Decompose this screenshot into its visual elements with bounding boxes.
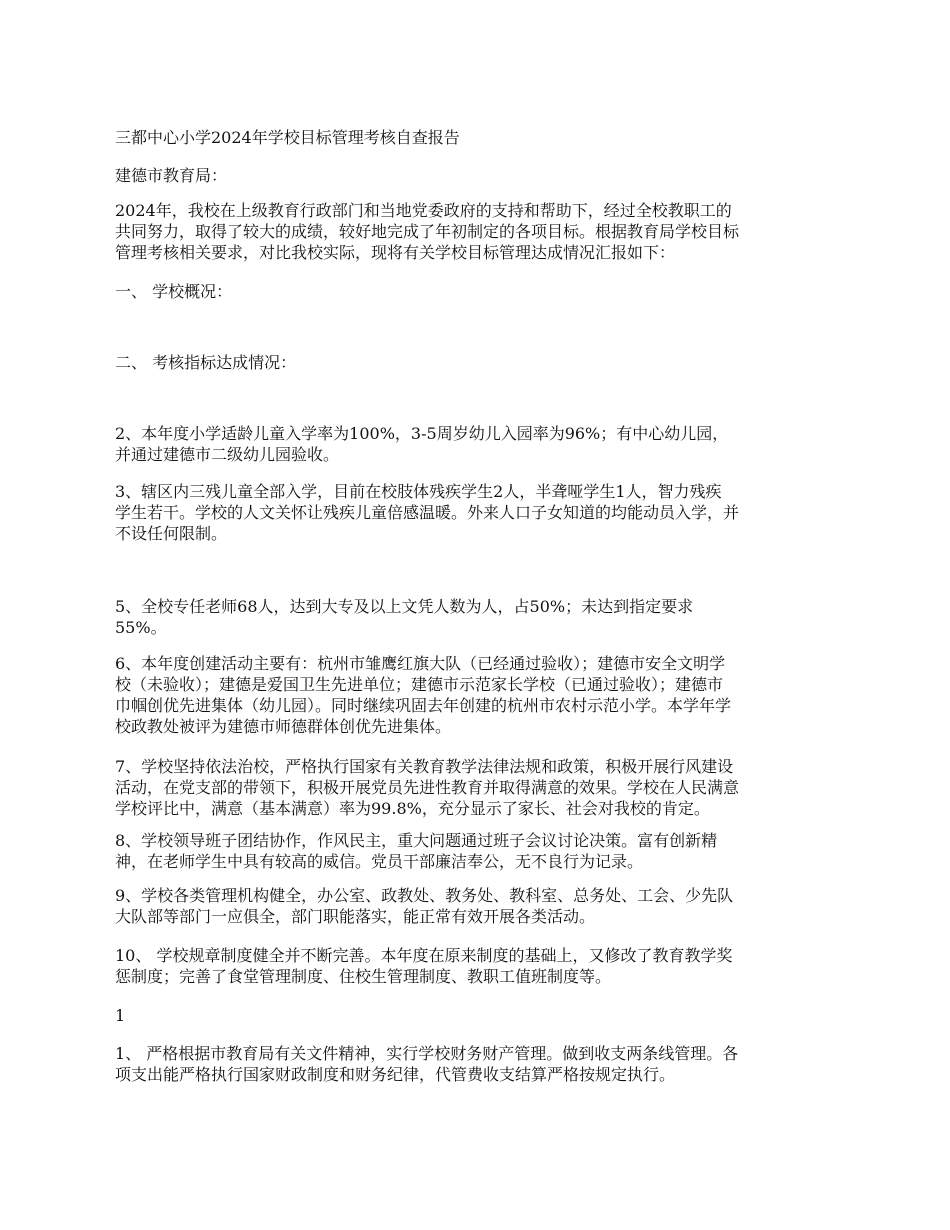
paragraph-line: 不设任何限制。 [115,524,228,543]
paragraph-line: 10、 学校规章制度健全并不断完善。本年度在原来制度的基础上，又修改了教育教学奖 [115,946,733,965]
paragraph-line: 神，在老师学生中具有较高的威信。党员干部廉洁奉公，无不良行为记录。 [115,852,644,871]
paragraph-line: 8、学校领导班子团结协作，作风民主，重大问题通过班子会议讨论决策。富有创新精 [115,831,718,850]
paragraph-line: 校政教处被评为建德市师德群体创优先进集体。 [115,717,452,736]
item-2-paragraph [115,423,845,465]
paragraph-line: 并通过建德市二级幼儿园验收。 [115,445,340,464]
item-9-paragraph [115,885,845,927]
recipient-line [115,165,845,186]
recipient-text: 建德市教育局： [115,166,228,185]
paragraph-line: 3、辖区内三残儿童全部入学，目前在校肢体残疾学生2人，半聋哑学生1人，智力残疾 [115,482,722,501]
section-heading-indicators [115,352,845,373]
document-title [115,127,845,148]
title-line: 三都中心小学2024年学校目标管理考核自查报告 [115,128,460,147]
paragraph-line: 共同努力，取得了较大的成绩，较好地完成了年初制定的各项目标。根据教育局学校目标 [115,222,740,241]
document-page [115,0,845,1230]
paragraph-line: 学生若干。学校的人文关怀让残疾儿童倍感温暖。外来人口子女知道的均能动员入学，并 [115,503,740,522]
paragraph-line: 项支出能严格执行国家财政制度和财务纪律，代管费收支结算严格按规定执行。 [115,1065,676,1084]
item-8-paragraph [115,830,845,872]
paragraph-line: 2、本年度小学适龄儿童入学率为100%，3-5周岁幼儿入园率为96%；有中心幼儿园， [115,424,729,443]
section-heading-overview [115,281,845,302]
paragraph-line: 7、学校坚持依法治校，严格执行国家有关教育教学法律法规和政策，积极开展行风建设 [115,757,734,776]
item-10-paragraph [115,945,845,987]
intro-paragraph [115,200,845,263]
item-5-paragraph [115,596,845,638]
paragraph-line: 管理考核相关要求，对比我校实际，现将有关学校目标管理达成情况汇报如下： [115,243,676,262]
paragraph-line: 大队部等部门一应俱全，部门职能落实，能正常有效开展各类活动。 [115,907,596,926]
paragraph-line: 惩制度；完善了食堂管理制度、住校生管理制度、教职工值班制度等。 [115,967,612,986]
item-6-paragraph [115,653,845,737]
paragraph-line: 学校评比中，满意（基本满意）率为99.8%，充分显示了家长、社会对我校的肯定。 [115,799,710,818]
paragraph-line: 巾帼创优先进集体（幼儿园）。同时继续巩固去年创建的杭州市农村示范小学。本学年学 [115,696,732,715]
paragraph-line: 1、 严格根据市教育局有关文件精神，实行学校财务财产管理。做到收支两条线管理。各 [115,1044,739,1063]
paragraph-line: 9、学校各类管理机构健全，办公室、政教处、教务处、教科室、总务处、工会、少先队 [115,886,734,905]
heading-line: 一、 学校概况： [115,282,233,301]
page-number [115,1005,845,1026]
paragraph-line: 校（未验收）；建德是爱国卫生先进单位；建德市示范家长学校（已通过验收）；建德市 [115,675,724,694]
paragraph-line: 55%。 [115,618,167,637]
paragraph-line: 6、本年度创建活动主要有：杭州市雏鹰红旗大队（已经通过验收）；建德市安全文明学 [115,654,726,673]
item-3-paragraph [115,481,845,544]
heading-line: 二、 考核指标达成情况： [115,353,297,372]
paragraph-line: 5、全校专任老师68人，达到大专及以上文凭人数为人，占50%；未达到指定要求 [115,597,694,616]
paragraph-line: 活动，在党支部的带领下，积极开展党员先进性教育并取得满意的效果。学校在人民满意 [115,778,740,797]
item-7-paragraph [115,756,845,819]
paragraph-line: 2024年，我校在上级教育行政部门和当地党委政府的支持和帮助下，经过全校教职工的 [115,201,732,220]
page-number-text: 1 [115,1006,126,1025]
finance-item-1-paragraph [115,1043,845,1085]
